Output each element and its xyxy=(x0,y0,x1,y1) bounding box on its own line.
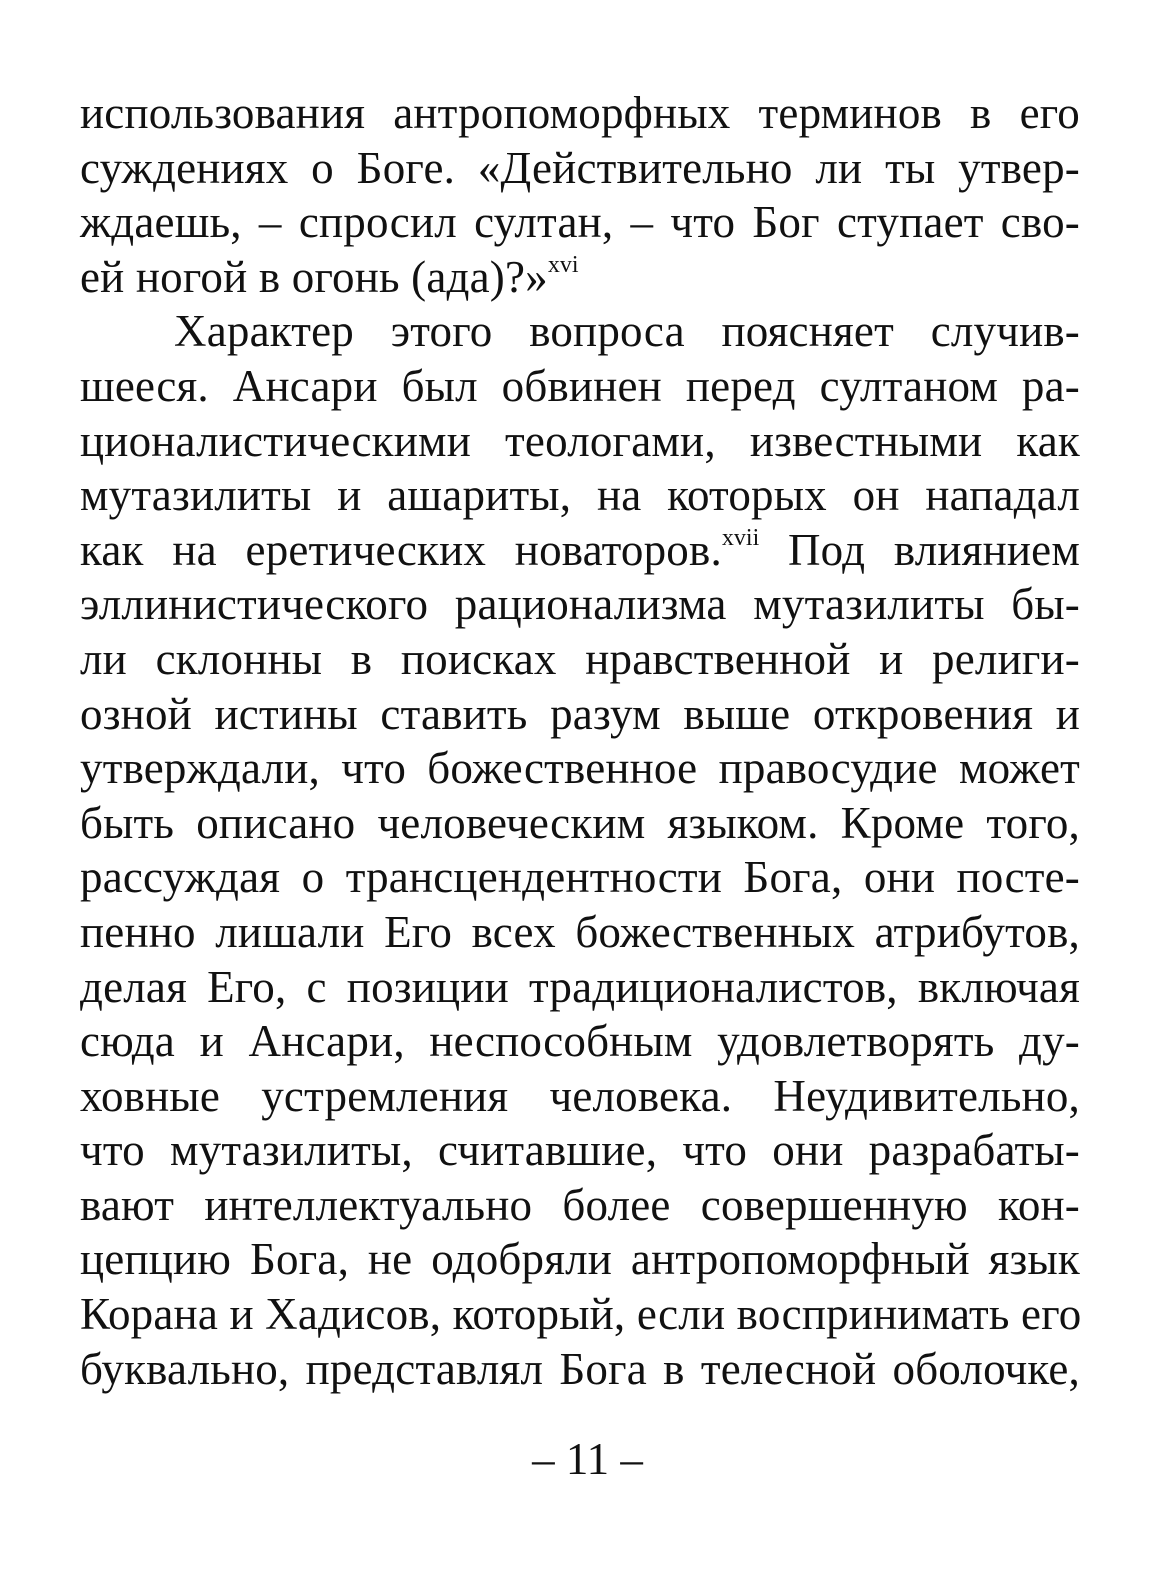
text-line xyxy=(80,250,1080,305)
text-line: что мутазилиты, считавшие, что они разрабаты- xyxy=(80,1125,1080,1176)
text-line: мутазилиты и ашариты, на которых он нападал xyxy=(80,470,1080,521)
text-line: эллинистического рационализма мутазилиты бы- xyxy=(80,579,1080,630)
text-line: суждениях о Боге. «Действительно ли ты утвер- xyxy=(80,142,1080,193)
text-line: ховные устремления человека. Неудивительно, xyxy=(80,1070,1080,1121)
page-body xyxy=(80,86,1080,1396)
text-line: ждаешь, – спросил султан, – что Бог ступает сво- xyxy=(80,197,1080,248)
endnote-marker: xvii xyxy=(721,524,760,551)
endnote-marker: xvi xyxy=(547,251,579,278)
text-line: Корана и Хадисов, который, если воспринимать его xyxy=(80,1289,1082,1340)
text-line xyxy=(80,523,1080,578)
text-line: буквально, представлял Бога в телесной оболочке, xyxy=(80,1343,1080,1394)
text-line: шееся. Ансари был обвинен перед султаном ра- xyxy=(80,360,1080,411)
text-line: ционалистическими теологами, известными как xyxy=(80,415,1080,466)
text-line: утверждали, что божественное правосудие может xyxy=(80,743,1080,794)
text-line: вают интеллектуально более совершенную кон- xyxy=(80,1179,1080,1230)
line-text: как на еретических новаторов. xyxy=(80,524,722,575)
text-line: делая Его, с позиции традиционалистов, включая xyxy=(80,961,1080,1012)
text-line: использования антропоморфных терминов в его xyxy=(80,88,1080,138)
paragraph-first-line: Характер этого вопроса поясняет случив- xyxy=(174,306,1080,357)
line-text: Под влиянием xyxy=(759,524,1081,575)
text-line: цепцию Бога, не одобряли антропоморфный язык xyxy=(80,1234,1080,1285)
text-line: сюда и Ансари, неспособным удовлетворять ду- xyxy=(80,1016,1080,1067)
text-line: ли склонны в поисках нравственной и религи- xyxy=(80,633,1080,684)
line-text: ей ногой в огонь (ада)?» xyxy=(80,251,548,302)
text-line: рассуждая о трансцендентности Бога, они посте- xyxy=(80,852,1080,903)
page-number: – 11 – xyxy=(532,1434,643,1484)
text-line: озной истины ставить разум выше откровения и xyxy=(80,688,1080,739)
text-line: пенно лишали Его всех божественных атрибутов, xyxy=(80,906,1080,957)
text-line: быть описано человеческим языком. Кроме того, xyxy=(80,797,1080,848)
